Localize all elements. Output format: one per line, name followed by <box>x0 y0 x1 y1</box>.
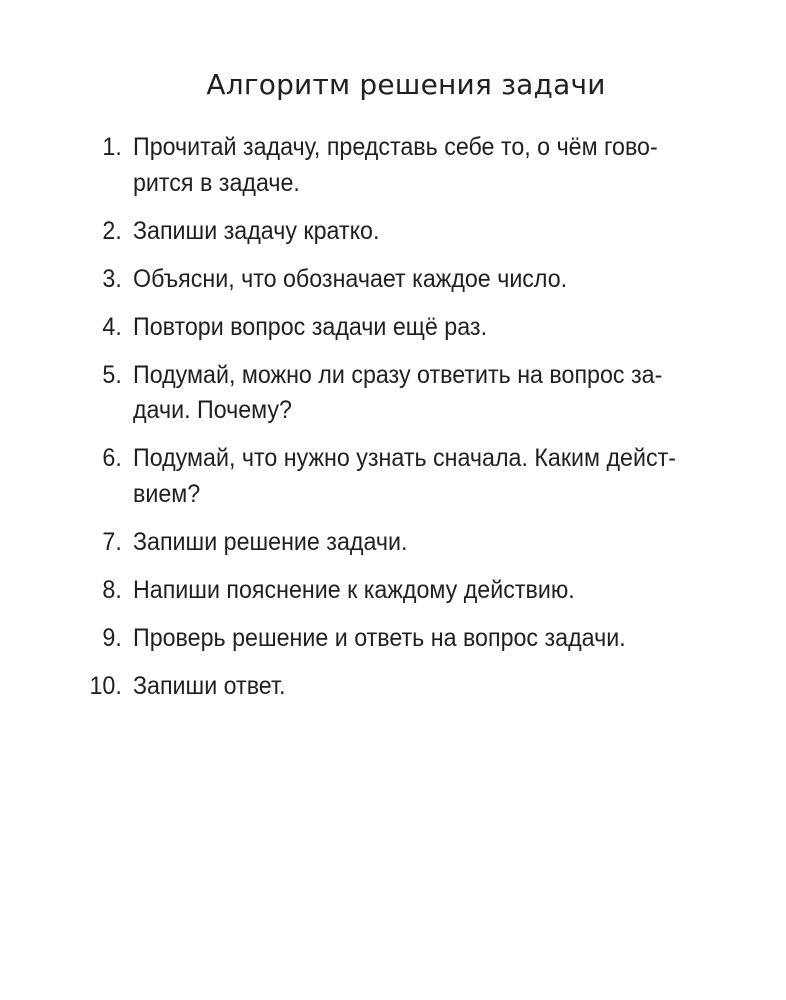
list-item-step-5 <box>0 358 739 429</box>
list-item-step-3 <box>0 262 739 298</box>
step-text-line: дачи. Почему? <box>132 396 292 424</box>
step-number: 4. <box>102 312 122 341</box>
step-number: 8. <box>102 575 122 604</box>
list-item-step-7 <box>0 525 739 561</box>
step-text-line: Напиши пояснение к каждому действию. <box>132 575 575 604</box>
step-text-line: Подумай, что нужно узнать сначала. Каким дейст- <box>132 444 676 472</box>
step-number: 2. <box>102 216 122 245</box>
step-number: 9. <box>102 623 122 652</box>
step-text-line: Проверь решение и ответь на вопрос задачи. <box>132 623 626 652</box>
step-text-line: Прочитай задачу, представь себе то, о чём гово- <box>132 133 658 161</box>
page-title: Алгоритм решения задачи <box>206 68 606 101</box>
list-item-step-8 <box>0 573 739 609</box>
step-number: 10. <box>89 671 122 700</box>
step-text-line: вием? <box>132 479 201 508</box>
step-text-line: Повтори вопрос задачи ещё раз. <box>132 312 488 341</box>
step-number: 6. <box>102 444 122 472</box>
step-text-line: Подумай, можно ли сразу ответить на вопрос за- <box>132 360 663 389</box>
list-item-step-2 <box>0 214 739 250</box>
list-item-step-9 <box>0 621 739 657</box>
list-item-step-1 <box>0 130 739 201</box>
step-number: 1. <box>102 133 122 161</box>
step-text-line: Запиши решение задачи. <box>132 527 408 556</box>
list-item-step-10 <box>0 669 739 705</box>
step-number: 5. <box>102 360 122 389</box>
list-item-step-6 <box>0 441 739 512</box>
algorithm-steps-list <box>0 130 731 717</box>
step-text-line: рится в задаче. <box>132 168 300 197</box>
step-number: 3. <box>102 264 122 293</box>
step-text-line: Запиши ответ. <box>132 671 286 700</box>
step-text-line: Запиши задачу кратко. <box>132 216 380 245</box>
step-text-line: Объясни, что обозначает каждое число. <box>132 264 568 293</box>
list-item-step-4 <box>0 310 739 346</box>
step-number: 7. <box>102 527 122 556</box>
